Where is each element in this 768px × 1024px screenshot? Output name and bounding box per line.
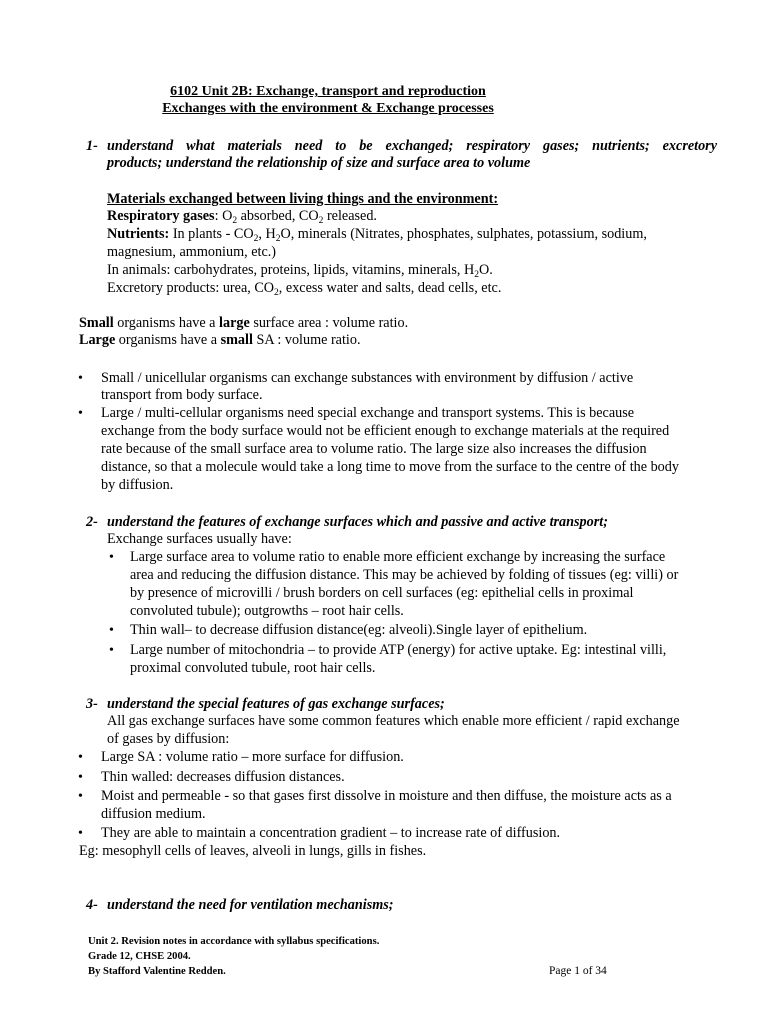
large-word-2: Large — [79, 332, 116, 348]
bullet-icon: • — [78, 770, 83, 785]
nutrients-label: Nutrients: — [107, 226, 170, 242]
bullet-icon: • — [109, 623, 114, 638]
list-item: Small / unicellular organisms can exchange substances with environment by diffusion / active — [101, 370, 634, 386]
bullet-icon: • — [78, 750, 83, 765]
page-number: Page 1 of 34 — [549, 965, 607, 977]
small-mid-text: organisms have a — [113, 315, 220, 331]
list-item: exchange from the body surface would not be efficient enough to exchange materials at the required — [101, 423, 670, 439]
bullet-icon: • — [78, 371, 83, 386]
section-2-intro: Exchange surfaces usually have: — [107, 531, 292, 547]
materials-title: Materials exchanged between living things and the environment: — [107, 191, 499, 207]
section-1-heading-line-1: understand what materials need to be exchanged; respiratory gases; nutrients; excretory — [107, 138, 717, 154]
small-end-text: surface area : volume ratio. — [249, 315, 409, 331]
nutrients-line-2: magnesium, ammonium, etc.) — [107, 244, 277, 260]
large-mid-text: organisms have a — [115, 332, 221, 348]
bullet-icon: • — [78, 789, 83, 804]
section-4-number: 4- — [86, 897, 98, 913]
large-end-text: SA : volume ratio. — [252, 332, 361, 348]
small-word-2: small — [220, 332, 253, 348]
nutrients-line: Nutrients: In plants - $CO_2$, $H_2O$, minerals (Nitrates, phosphates, sulphates, potassium, sodium, — [107, 226, 647, 244]
small-word: Small — [79, 315, 114, 331]
section-2-number: 2- — [86, 514, 98, 530]
section-2-heading: understand the features of exchange surfaces which and passive and active transport; — [107, 514, 608, 530]
large-organisms-line — [79, 332, 361, 349]
list-item: transport from body surface. — [101, 387, 263, 403]
list-item: proximal convoluted tubule, root hair cells. — [130, 660, 376, 676]
section-1-heading-line-2: products; understand the relationship of size and surface area to volume — [107, 155, 531, 171]
section-3-heading: understand the special features of gas exchange surfaces; — [107, 696, 445, 712]
list-item: distance, so that a molecule would take a long time to move from the surface to the centre of the body — [101, 459, 679, 475]
respiratory-gases-line: Respiratory gases: $O_2$ absorbed, $CO_2$ released. — [107, 208, 377, 226]
doc-title-line-1: 6102 Unit 2B: Exchange, transport and reproduction — [170, 84, 486, 99]
list-item: diffusion medium. — [101, 806, 206, 822]
list-item: Large surface area to volume ratio to enable more efficient exchange by increasing the surface — [130, 549, 666, 565]
footer-line-1: Unit 2. Revision notes in accordance with syllabus specifications. — [88, 936, 380, 947]
list-item: They are able to maintain a concentration gradient – to increase rate of diffusion. — [101, 825, 561, 841]
list-item: Large number of mitochondria – to provide ATP (energy) for active uptake. Eg: intestinal villi, — [130, 642, 667, 658]
section-3-example: Eg: mesophyll cells of leaves, alveoli in lungs, gills in fishes. — [79, 843, 427, 859]
excretory-line: Excretory products: urea, $CO_2$, excess water and salts, dead cells, etc. — [107, 280, 502, 298]
large-word: large — [219, 315, 250, 331]
list-item: area and reducing the diffusion distance. This may be achieved by folding of tissues (eg: villi) or — [130, 567, 679, 583]
section-3-number: 3- — [86, 696, 98, 712]
section-3-intro-line-1: All gas exchange surfaces have some common features which enable more efficient / rapid exchange — [107, 713, 680, 729]
bullet-icon: • — [109, 643, 114, 658]
list-item: rate because of the small surface area to volume ratio. The large size also increases the diffusion — [101, 441, 647, 457]
list-item: by presence of microvilli / brush borders on cell surfaces (eg: epithelial cells in proximal — [130, 585, 634, 601]
list-item: Thin wall– to decrease diffusion distance(eg: alveoli).Single layer of epithelium. — [130, 622, 588, 638]
list-item: Large / multi-cellular organisms need special exchange and transport systems. This is because — [101, 405, 635, 421]
section-1-number: 1- — [86, 138, 98, 154]
doc-title-line-2: Exchanges with the environment & Exchange processes — [162, 101, 494, 116]
section-4-heading: understand the need for ventilation mechanisms; — [107, 897, 394, 913]
animals-line: In animals: carbohydrates, proteins, lipids, vitamins, minerals, $H_2O$. — [107, 262, 493, 280]
footer-line-2: Grade 12, CHSE 2004. — [88, 951, 191, 962]
list-item: convoluted tubule); outgrowths – root hair cells. — [130, 603, 404, 619]
bullet-icon: • — [109, 550, 114, 565]
respiratory-gases-label: Respiratory gases — [107, 208, 215, 224]
list-item: by diffusion. — [101, 477, 174, 493]
list-item: Thin walled: decreases diffusion distances. — [101, 769, 345, 785]
bullet-icon: • — [78, 406, 83, 421]
section-3-intro-line-2: of gases by diffusion: — [107, 731, 230, 747]
list-item: Large SA : volume ratio – more surface for diffusion. — [101, 749, 404, 765]
small-organisms-line — [79, 315, 408, 332]
list-item: Moist and permeable - so that gases first dissolve in moisture and then diffuse, the moisture acts as a — [101, 788, 672, 804]
footer-line-3: By Stafford Valentine Redden. — [88, 966, 226, 977]
bullet-icon: • — [78, 826, 83, 841]
